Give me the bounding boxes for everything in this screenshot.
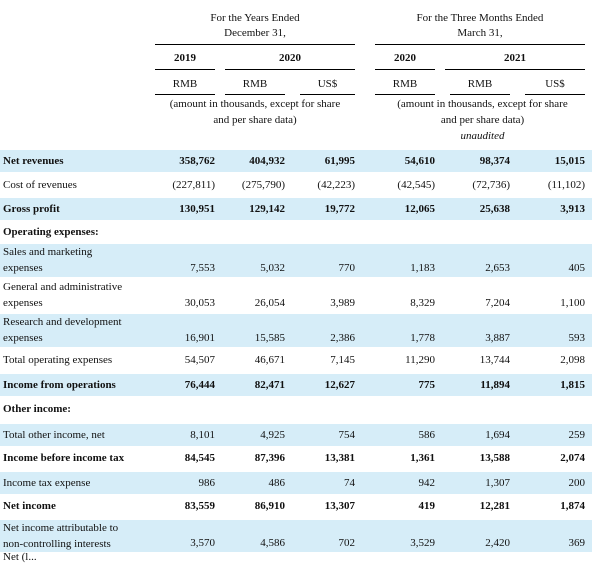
table-row: [0, 399, 592, 419]
row-value: 369: [568, 537, 585, 549]
row-value: 1,183: [410, 262, 435, 274]
row-value: 702: [338, 537, 355, 549]
row-value: 1,778: [410, 332, 435, 344]
row-value: 2,098: [560, 354, 585, 366]
row-value: 82,471: [254, 379, 285, 391]
note-months-line1: (amount in thousands, except for share: [397, 98, 568, 110]
row-label: Net (l...: [3, 551, 37, 563]
rule-cur-6: [525, 94, 585, 95]
row-value: 13,307: [324, 500, 355, 512]
row-value: 4,586: [260, 537, 285, 549]
row-value: 61,995: [324, 155, 355, 167]
table-row: [0, 174, 592, 196]
row-value: 83,559: [184, 500, 215, 512]
row-label: Gross profit: [3, 203, 60, 215]
row-value: (11,102): [547, 179, 585, 191]
row-value: 8,101: [190, 429, 215, 441]
row-value: 404,932: [249, 155, 285, 167]
row-value: 12,065: [404, 203, 435, 215]
row-value: 986: [198, 477, 215, 489]
row-value: 358,762: [179, 155, 215, 167]
row-value: 7,145: [330, 354, 355, 366]
currency-usd-1: US$: [317, 78, 338, 90]
row-value: (227,811): [172, 179, 215, 191]
row-value: 74: [344, 477, 355, 489]
row-value: 15,585: [254, 332, 285, 344]
row-value: 11,290: [405, 354, 435, 366]
table-row: [0, 447, 592, 469]
row-value: (275,790): [241, 179, 285, 191]
header-year-2019: 2019: [174, 52, 196, 64]
row-label: expenses: [3, 297, 43, 309]
row-value: 129,142: [249, 203, 285, 215]
row-label: Research and development: [3, 316, 122, 328]
row-value: 259: [568, 429, 585, 441]
row-value: 7,553: [190, 262, 215, 274]
row-label: Operating expenses:: [3, 226, 99, 238]
months-title-line2: March 31,: [457, 27, 503, 39]
header-year-2020: 2020: [279, 52, 301, 64]
rule-q-2021: [445, 69, 585, 70]
note-years-line1: (amount in thousands, except for share: [169, 98, 341, 110]
row-label: expenses: [3, 262, 43, 274]
row-value: 3,989: [330, 297, 355, 309]
currency-rmb-3: RMB: [392, 78, 418, 90]
row-value: 30,053: [184, 297, 215, 309]
row-value: 1,694: [485, 429, 510, 441]
row-value: 84,545: [184, 452, 215, 464]
table-row: [0, 198, 592, 220]
row-value: 13,744: [479, 354, 510, 366]
rule-year-2020: [225, 69, 355, 70]
header-q-2020: 2020: [394, 52, 416, 64]
rule-months-title: [375, 44, 585, 45]
currency-rmb-1: RMB: [172, 78, 198, 90]
months-title-line1: For the Three Months Ended: [416, 12, 544, 24]
row-value: 130,951: [179, 203, 215, 215]
row-value: 76,444: [184, 379, 215, 391]
row-value: (42,223): [317, 179, 355, 191]
row-value: 12,627: [324, 379, 355, 391]
table-header: [0, 0, 592, 150]
row-value: 54,507: [184, 354, 215, 366]
rule-cur-5: [450, 94, 510, 95]
note-months-line2: and per share data): [440, 114, 525, 126]
row-value: 1,100: [560, 297, 585, 309]
row-label: Income tax expense: [3, 477, 91, 489]
row-value: 3,570: [190, 537, 215, 549]
row-label: Net income attributable to: [3, 522, 119, 534]
row-value: 3,887: [485, 332, 510, 344]
row-label: Net revenues: [3, 155, 64, 167]
row-value: 754: [338, 429, 355, 441]
years-title-line1: For the Years Ended: [210, 12, 300, 24]
currency-rmb-2: RMB: [242, 78, 268, 90]
row-label: Total operating expenses: [3, 354, 113, 366]
note-years-line2: and per share data): [213, 114, 297, 126]
table-row: [0, 314, 592, 347]
row-value: 775: [418, 379, 435, 391]
row-value: 770: [338, 262, 355, 274]
row-value: 26,054: [254, 297, 285, 309]
table-row: [0, 520, 592, 552]
table-row: [0, 150, 592, 172]
table-row: [0, 222, 592, 242]
rule-cur-1: [155, 94, 215, 95]
row-value: 3,913: [560, 203, 585, 215]
row-label: Total other income, net: [3, 429, 105, 441]
row-label: Sales and marketing: [3, 246, 93, 258]
table-row: [0, 424, 592, 446]
row-value: 98,374: [479, 155, 510, 167]
row-value: 2,653: [485, 262, 510, 274]
table-row: [0, 374, 592, 396]
row-label: non-controlling interests: [3, 538, 111, 550]
row-value: (42,545): [397, 179, 435, 191]
row-value: 405: [568, 262, 585, 274]
table-row: [0, 472, 592, 494]
table-row: [0, 495, 592, 517]
row-value: 46,671: [254, 354, 285, 366]
rule-year-2019: [155, 69, 215, 70]
rule-cur-3: [300, 94, 355, 95]
row-value: 19,772: [324, 203, 355, 215]
row-value: 4,925: [260, 429, 285, 441]
rule-cur-2: [225, 94, 285, 95]
row-label: Other income:: [3, 403, 71, 415]
table-row: [0, 279, 592, 312]
row-label: Net income: [3, 500, 56, 512]
row-value: 593: [568, 332, 585, 344]
row-value: 86,910: [254, 500, 285, 512]
row-value: 15,015: [554, 155, 585, 167]
row-value: 5,032: [260, 262, 285, 274]
rule-cur-4: [375, 94, 435, 95]
row-value: 2,420: [485, 537, 510, 549]
row-value: 7,204: [485, 297, 510, 309]
row-value: 25,638: [479, 203, 510, 215]
row-value: 586: [418, 429, 435, 441]
rule-q-2020: [375, 69, 435, 70]
row-value: 1,307: [485, 477, 510, 489]
row-value: 8,329: [410, 297, 435, 309]
row-label: Income before income tax: [3, 452, 125, 464]
header-q-2021: 2021: [504, 52, 526, 64]
row-label: General and administrative: [3, 281, 123, 293]
row-value: 3,529: [410, 537, 435, 549]
row-value: 13,381: [324, 452, 355, 464]
row-value: 87,396: [254, 452, 285, 464]
rule-years-title: [155, 44, 355, 45]
row-value: 2,074: [560, 452, 585, 464]
row-value: 1,874: [560, 500, 585, 512]
row-value: 13,588: [479, 452, 510, 464]
row-value: 16,901: [184, 332, 215, 344]
row-label: Income from operations: [3, 379, 116, 391]
row-value: 1,815: [560, 379, 585, 391]
row-value: 419: [418, 500, 435, 512]
row-value: 11,894: [480, 379, 510, 391]
table-row: [0, 349, 592, 371]
table-row: [0, 552, 592, 562]
currency-rmb-4: RMB: [467, 78, 493, 90]
row-value: 54,610: [404, 155, 435, 167]
row-value: 12,281: [479, 500, 510, 512]
table-row: [0, 244, 592, 277]
row-value: 1,361: [410, 452, 435, 464]
unaudited-label: unaudited: [460, 130, 505, 142]
row-value: 486: [268, 477, 285, 489]
row-label: Cost of revenues: [3, 179, 77, 191]
row-value: (72,736): [472, 179, 510, 191]
row-value: 200: [568, 477, 585, 489]
currency-usd-2: US$: [545, 78, 565, 90]
row-label: expenses: [3, 332, 43, 344]
row-value: 942: [418, 477, 435, 489]
years-title-line2: December 31,: [224, 27, 286, 39]
row-value: 2,386: [330, 332, 355, 344]
